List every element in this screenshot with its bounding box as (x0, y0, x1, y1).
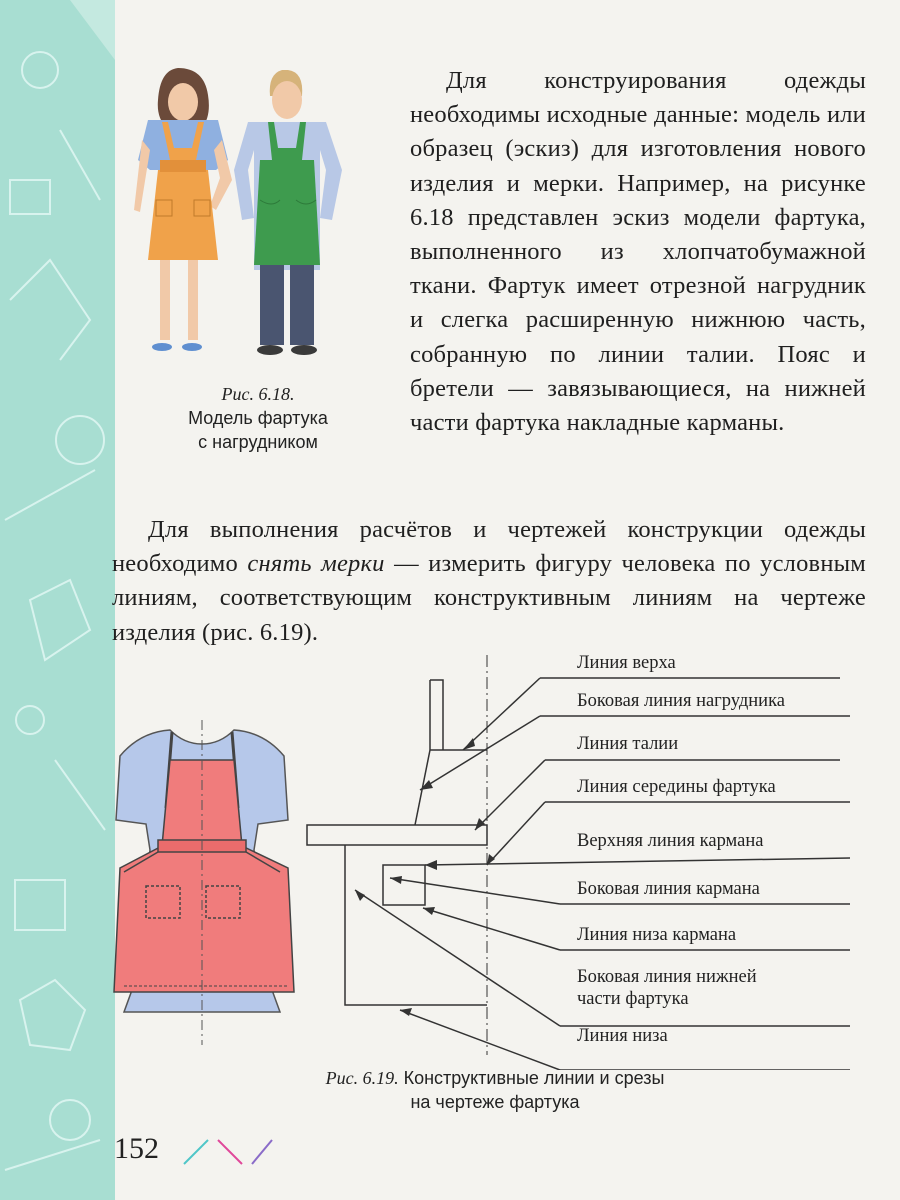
figure-619-apron-drawing (110, 700, 310, 1050)
label-bib-side-line: Боковая линия нагрудника (577, 691, 785, 711)
figure-619-caption-line-2: на чертеже фартука (410, 1092, 580, 1112)
paragraph-1: Для конструирования одежды необходимы исходные данные: модель или образец (эскиз) для изготовления нового изделия и мерки. Например, на рисунке 6.18 представлен эскиз модели фартука, выполненного из хлопчатобумажной ткани. Фартук имеет отрезной нагрудник и слегка расширенную нижнюю часть, собранную по линии талии. Пояс и бретели — завязывающиеся, на нижней части фартука накладные карманы. (410, 67, 866, 437)
label-top-line: Линия верха (577, 653, 676, 673)
figure-618-illustration (120, 60, 370, 365)
figure-618-caption-line-1: Модель фартука (188, 408, 328, 428)
label-pocket-bottom-line: Линия низа кармана (577, 925, 737, 945)
figure-618-caption-line-2: с нагрудником (198, 432, 318, 452)
paragraph-2-end: — измерить фигуру человека по условным линиям, соответствующим конструктивным линиям на чертеже изделия (рис. 6.19). (112, 550, 866, 646)
woman-in-orange-apron (134, 68, 232, 351)
figure-619-caption-line-1: Конструктивные линии и срезы (403, 1068, 665, 1088)
decorative-side-band (0, 0, 115, 1200)
page-number: 152 (114, 1132, 159, 1165)
man-in-green-apron (234, 70, 342, 355)
decorative-slashes (180, 1134, 280, 1168)
label-lower-side-line-2: части фартука (577, 989, 689, 1009)
label-pocket-top-line: Верхняя линия кармана (577, 831, 764, 851)
label-hem-line: Линия низа (577, 1026, 668, 1046)
figure-619-number: Рис. 6.19. (325, 1068, 399, 1088)
paragraph-2 (112, 513, 866, 650)
label-waist-line: Линия талии (577, 734, 679, 754)
paragraph-2-start: Для выполнения расчётов и чертежей конструкции одежды необходимо (112, 516, 866, 578)
label-pocket-side-line: Боковая линия кармана (577, 879, 760, 899)
term-take-measurements: снять мерки (247, 550, 385, 578)
figure-618-caption (138, 382, 378, 454)
label-lower-side-line-1: Боковая линия нижней (577, 967, 757, 987)
figure-619-caption (240, 1066, 750, 1114)
label-center-line: Линия середины фартука (577, 777, 776, 797)
figure-618-number: Рис. 6.18. (221, 384, 295, 404)
